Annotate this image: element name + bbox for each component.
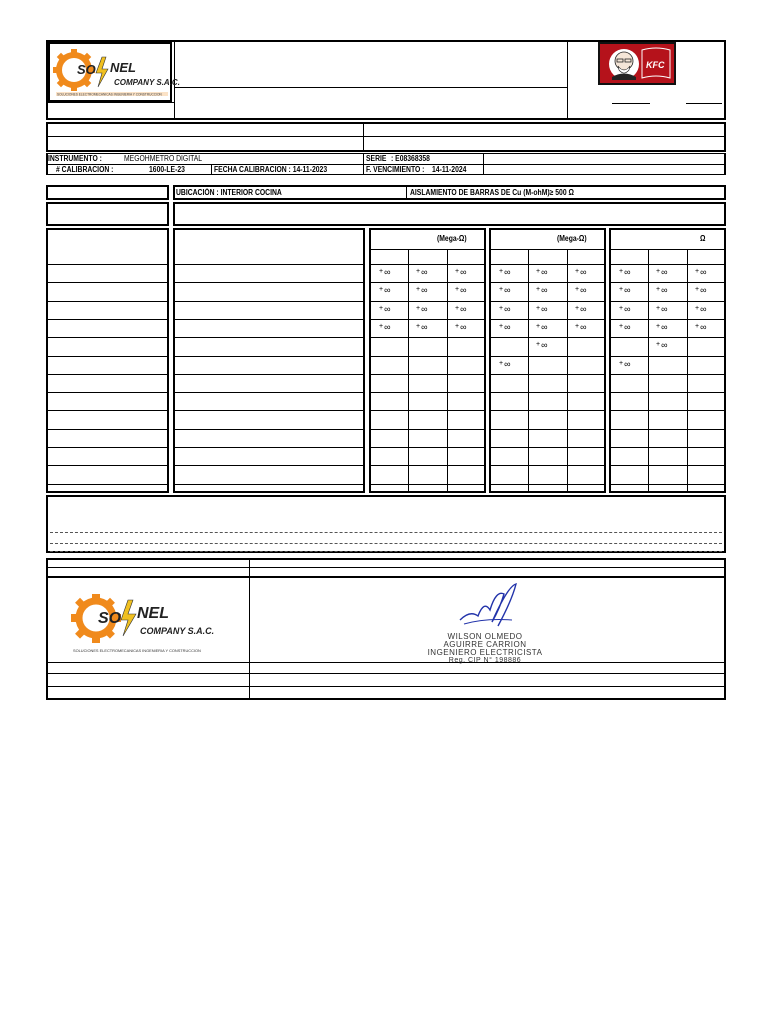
kfc-logo bbox=[598, 42, 676, 85]
row-divider bbox=[48, 319, 167, 320]
row-divider bbox=[175, 429, 363, 430]
subcolumn-divider bbox=[567, 249, 568, 493]
row-divider bbox=[371, 374, 484, 375]
row-divider bbox=[611, 429, 724, 430]
col-divider bbox=[406, 186, 407, 199]
footer-logo-text-so: SO bbox=[98, 610, 122, 627]
vencimiento-value: 14-11-2024 bbox=[432, 164, 467, 174]
observations-box bbox=[46, 495, 726, 553]
calibracion-label: # CALIBRACION : bbox=[56, 164, 114, 174]
row-divider bbox=[371, 319, 484, 320]
group-2-unit-label: (Mega-Ω) bbox=[557, 234, 587, 243]
row-divider bbox=[611, 410, 724, 411]
observation-line bbox=[50, 532, 722, 533]
row-divider bbox=[175, 392, 363, 393]
row-divider bbox=[48, 264, 167, 265]
vencimiento-label: F. VENCIMIENTO : bbox=[366, 164, 425, 174]
row-divider bbox=[611, 484, 724, 485]
reading-value: +∞ bbox=[619, 303, 631, 314]
col-divider bbox=[363, 124, 364, 150]
row-divider bbox=[371, 465, 484, 466]
row-divider bbox=[611, 447, 724, 448]
row-divider bbox=[491, 337, 604, 338]
row-divider bbox=[48, 567, 724, 568]
reading-value: +∞ bbox=[536, 321, 548, 332]
kfc-logo-text: KFC bbox=[646, 60, 665, 70]
row-divider bbox=[611, 264, 724, 265]
row-divider bbox=[48, 282, 167, 283]
description-column bbox=[173, 228, 365, 493]
reading-value: +∞ bbox=[619, 358, 631, 369]
row-divider bbox=[491, 465, 604, 466]
header-underline bbox=[612, 103, 650, 104]
reading-value: +∞ bbox=[695, 285, 707, 296]
reading-value: +∞ bbox=[575, 267, 587, 277]
row-divider bbox=[48, 392, 167, 393]
subcolumn-divider bbox=[528, 249, 529, 493]
group-header-divider bbox=[491, 249, 604, 250]
observation-line bbox=[50, 551, 722, 552]
serie-value: : E08368358 bbox=[391, 154, 430, 163]
reading-value: +∞ bbox=[656, 321, 668, 332]
reading-value: +∞ bbox=[416, 303, 428, 314]
reading-value: +∞ bbox=[416, 321, 428, 332]
reading-value: +∞ bbox=[695, 303, 707, 314]
row-divider bbox=[611, 356, 724, 357]
row-divider bbox=[371, 282, 484, 283]
reading-value: +∞ bbox=[455, 285, 467, 296]
row-divider bbox=[371, 429, 484, 430]
row-divider bbox=[371, 301, 484, 302]
reading-value: +∞ bbox=[379, 267, 391, 277]
row-divider bbox=[48, 447, 167, 448]
row-divider bbox=[371, 264, 484, 265]
row-divider bbox=[175, 484, 363, 485]
logo-tagline: SOLUCIONES ELECTROMECANICAS INGENIERIA Y CONSTRUCCION bbox=[57, 92, 162, 97]
row-divider bbox=[491, 264, 604, 265]
footer-company-logo bbox=[70, 590, 215, 656]
reading-value: +∞ bbox=[499, 321, 511, 332]
row-divider bbox=[491, 374, 604, 375]
aislamiento-text: AISLAMIENTO DE BARRAS DE Cu (M-ohM)≥ 500 Ω bbox=[410, 187, 574, 197]
row-divider bbox=[611, 319, 724, 320]
lightning-bolt-icon bbox=[96, 57, 108, 87]
row-divider bbox=[175, 264, 363, 265]
row-divider bbox=[371, 337, 484, 338]
subheader-right-cell bbox=[173, 202, 726, 226]
reading-value: +∞ bbox=[656, 303, 668, 314]
row-divider bbox=[491, 392, 604, 393]
title-block bbox=[46, 122, 726, 152]
row-divider bbox=[611, 465, 724, 466]
row-divider bbox=[48, 410, 167, 411]
reading-value: +∞ bbox=[416, 267, 428, 277]
group-header-divider bbox=[371, 249, 484, 250]
row-divider bbox=[175, 374, 363, 375]
reading-value: +∞ bbox=[695, 267, 707, 277]
row-divider bbox=[371, 484, 484, 485]
reading-value: +∞ bbox=[416, 285, 428, 296]
reading-value: +∞ bbox=[499, 358, 511, 369]
row-divider bbox=[48, 356, 167, 357]
signature-title: INGENIERO ELECTRICISTA bbox=[427, 648, 543, 657]
instrumento-label: INSTRUMENTO : bbox=[48, 154, 102, 163]
reading-value: +∞ bbox=[695, 321, 707, 332]
logo-text-nel: NEL bbox=[110, 60, 136, 75]
row-divider bbox=[48, 465, 167, 466]
row-divider bbox=[611, 374, 724, 375]
row-divider bbox=[491, 447, 604, 448]
reading-value: +∞ bbox=[656, 340, 668, 351]
row-divider bbox=[175, 356, 363, 357]
signature-reg: Reg. CIP N° 198886 bbox=[448, 657, 522, 664]
footer-logo-text-nel: NEL bbox=[137, 605, 169, 622]
calibracion-value: 1600-LE-23 bbox=[149, 164, 185, 174]
row-divider bbox=[491, 410, 604, 411]
handwritten-signature bbox=[440, 580, 540, 632]
footer-logo-tagline: SOLUCIONES ELECTROMECANICAS INGENIERIA Y CONSTRUCCION bbox=[73, 648, 201, 653]
row-divider bbox=[175, 282, 363, 283]
reading-value: +∞ bbox=[619, 267, 631, 277]
location-left-cell bbox=[46, 185, 169, 200]
reading-value: +∞ bbox=[455, 321, 467, 332]
row-divider bbox=[48, 576, 724, 578]
subcolumn-divider bbox=[648, 249, 649, 493]
row-divider bbox=[48, 686, 724, 687]
reading-value: +∞ bbox=[536, 303, 548, 314]
header-underline bbox=[686, 103, 722, 104]
reading-value: +∞ bbox=[575, 285, 587, 296]
row-divider bbox=[175, 301, 363, 302]
circuit-column bbox=[46, 228, 169, 493]
group-1-unit-label: (Mega-Ω) bbox=[437, 234, 467, 243]
reading-value: +∞ bbox=[619, 321, 631, 332]
row-divider bbox=[175, 447, 363, 448]
row-divider bbox=[371, 392, 484, 393]
row-divider bbox=[491, 282, 604, 283]
row-divider bbox=[48, 673, 724, 674]
row-divider bbox=[175, 410, 363, 411]
row-divider bbox=[491, 356, 604, 357]
lightning-bolt-icon bbox=[121, 600, 136, 636]
row-divider bbox=[48, 429, 167, 430]
col-divider bbox=[249, 559, 250, 699]
reading-value: +∞ bbox=[499, 267, 511, 277]
row-divider bbox=[491, 484, 604, 485]
subcolumn-divider bbox=[408, 249, 409, 493]
serie-label: SERIE bbox=[366, 154, 387, 163]
row-divider bbox=[611, 392, 724, 393]
header-divider bbox=[48, 102, 174, 103]
reading-value: +∞ bbox=[499, 303, 511, 314]
subcolumn-divider bbox=[447, 249, 448, 493]
row-divider bbox=[371, 447, 484, 448]
row-divider bbox=[175, 319, 363, 320]
row-divider bbox=[611, 282, 724, 283]
reading-value: +∞ bbox=[536, 267, 548, 277]
reading-value: +∞ bbox=[379, 321, 391, 332]
row-divider bbox=[611, 301, 724, 302]
col-divider bbox=[363, 153, 364, 175]
row-divider bbox=[48, 374, 167, 375]
observation-line bbox=[50, 543, 722, 544]
col-divider bbox=[483, 153, 484, 175]
reading-value: +∞ bbox=[455, 267, 467, 277]
row-divider bbox=[48, 484, 167, 485]
reading-value: +∞ bbox=[536, 285, 548, 296]
reading-value: +∞ bbox=[575, 303, 587, 314]
header-divider bbox=[567, 42, 568, 120]
subheader-left-cell bbox=[46, 202, 169, 226]
row-divider bbox=[491, 301, 604, 302]
row-divider bbox=[48, 136, 724, 137]
row-divider bbox=[48, 337, 167, 338]
row-divider bbox=[371, 410, 484, 411]
reading-value: +∞ bbox=[656, 285, 668, 296]
signature-name2: AGUIRRE CARRION bbox=[443, 640, 527, 649]
reading-value: +∞ bbox=[656, 267, 668, 277]
col-divider bbox=[211, 164, 212, 175]
reading-value: +∞ bbox=[379, 303, 391, 314]
row-divider bbox=[371, 356, 484, 357]
row-divider bbox=[611, 337, 724, 338]
reading-value: +∞ bbox=[536, 340, 548, 351]
reading-value: +∞ bbox=[575, 321, 587, 332]
footer-logo-text-company: COMPANY S.A.C. bbox=[140, 626, 215, 636]
row-divider bbox=[175, 465, 363, 466]
logo-text-company: COMPANY S.A.C. bbox=[114, 78, 180, 87]
logo-text-so: SO bbox=[77, 62, 96, 77]
fecha-calibracion: FECHA CALIBRACION : 14-11-2023 bbox=[214, 164, 328, 174]
signature-name1: WILSON OLMEDO bbox=[447, 632, 523, 641]
reading-value: +∞ bbox=[619, 285, 631, 296]
row-divider bbox=[491, 319, 604, 320]
row-divider bbox=[175, 337, 363, 338]
row-divider bbox=[491, 429, 604, 430]
reading-value: +∞ bbox=[455, 303, 467, 314]
subcolumn-divider bbox=[687, 249, 688, 493]
reading-value: +∞ bbox=[379, 285, 391, 296]
group-header-divider bbox=[611, 249, 724, 250]
row-divider bbox=[48, 662, 724, 663]
header-divider bbox=[174, 87, 567, 88]
instrumento-value: MEGOHMETRO DIGITAL bbox=[124, 154, 203, 163]
row-divider bbox=[48, 301, 167, 302]
company-logo bbox=[52, 45, 180, 99]
ubicacion-text: UBICACIÓN : INTERIOR COCINA bbox=[176, 187, 282, 197]
reading-value: +∞ bbox=[499, 285, 511, 296]
group-3-unit-label: Ω bbox=[700, 234, 706, 243]
